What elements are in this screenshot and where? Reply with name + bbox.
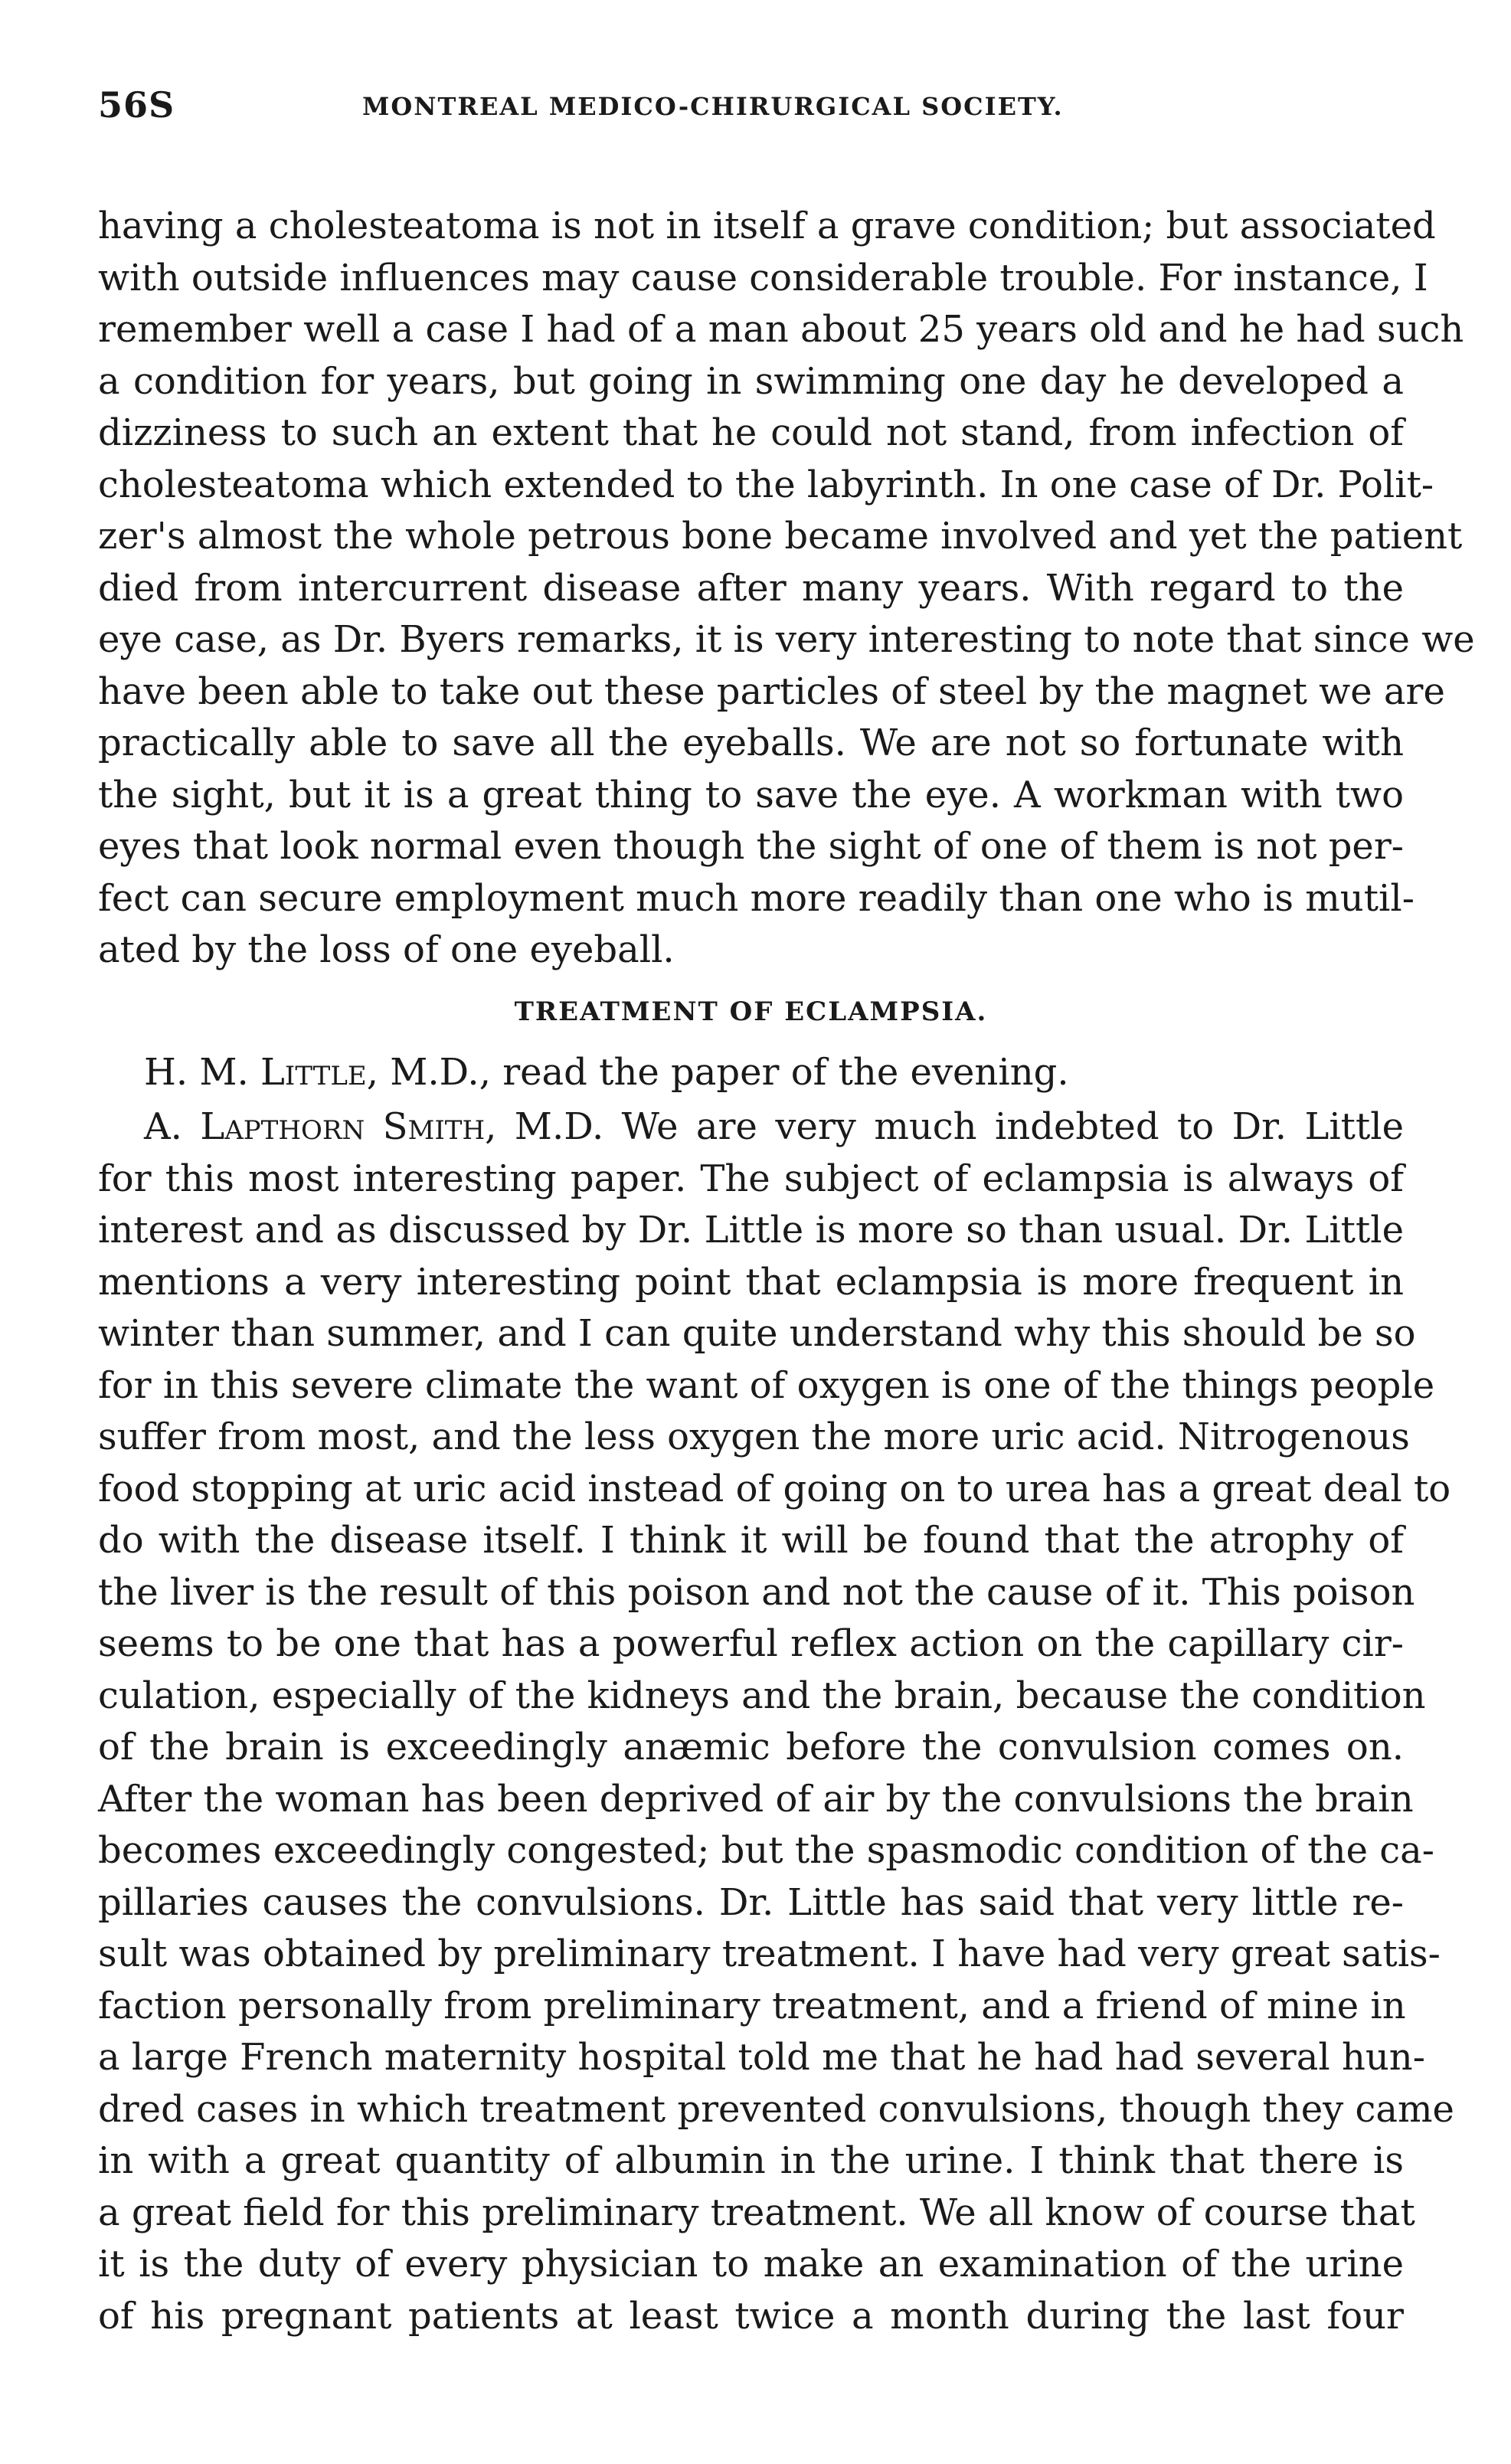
text-line: fect can secure employment much more readily than one who is mutil- bbox=[98, 876, 1415, 920]
speaker-name: H. M. Little bbox=[144, 1050, 367, 1094]
text-line: mentions a very interesting point that eclampsia is more frequent in bbox=[98, 1260, 1404, 1304]
text-line: suffer from most, and the less oxygen the more uric acid. Nitrogenous bbox=[98, 1415, 1410, 1458]
text-line: becomes exceedingly congested; but the spasmodic condition of the ca- bbox=[98, 1829, 1434, 1872]
text-line bbox=[98, 1047, 1450, 1099]
speaker-text: , M.D. We are very much indebted to Dr. Little bbox=[485, 1105, 1405, 1148]
text-line: of the brain is exceedingly anæmic before the convulsion comes on. bbox=[98, 1726, 1404, 1769]
section-heading: TREATMENT OF ECLAMPSIA. bbox=[514, 996, 988, 1027]
text-line: do with the disease itself. I think it will be found that the atrophy of bbox=[98, 1519, 1404, 1562]
text-line: winter than summer, and I can quite understand why this should be so bbox=[98, 1312, 1416, 1355]
text-line: the sight, but it is a great thing to save the eye. A workman with two bbox=[98, 773, 1404, 816]
text-line: cholesteatoma which extended to the labyrinth. In one case of Dr. Polit- bbox=[98, 463, 1434, 506]
text-line: remember well a case I had of a man about 25 years old and he had such bbox=[98, 308, 1464, 351]
text-line: pillaries causes the convulsions. Dr. Little has said that very little re- bbox=[98, 1880, 1404, 1924]
text-line: a great field for this preliminary treatment. We all know of course that bbox=[98, 2191, 1415, 2234]
text-line: a large French maternity hospital told me that he had had several hun- bbox=[98, 2036, 1425, 2079]
text-line: with outside influences may cause considerable trouble. For instance, I bbox=[98, 256, 1428, 299]
paragraph-little bbox=[98, 1047, 1404, 1099]
text-line: having a cholesteatoma is not in itself a grave condition; but associated bbox=[98, 205, 1436, 247]
text-line: interest and as discussed by Dr. Little is more so than usual. Dr. Little bbox=[98, 1209, 1404, 1252]
text-line: culation, especially of the kidneys and the brain, because the condition bbox=[98, 1674, 1426, 1717]
text-line: seems to be one that has a powerful reflex action on the capillary cir- bbox=[98, 1622, 1404, 1665]
text-line bbox=[98, 1101, 1404, 1153]
text-line: sult was obtained by preliminary treatment. I have had very great satis- bbox=[98, 1932, 1441, 1975]
text-line: eye case, as Dr. Byers remarks, it is very interesting to note that since we bbox=[98, 618, 1475, 661]
text-line: for this most interesting paper. The subject of eclampsia is always of bbox=[98, 1157, 1404, 1200]
text-line: for in this severe climate the want of oxygen is one of the things people bbox=[98, 1363, 1435, 1407]
text-line: a condition for years, but going in swimming one day he developed a bbox=[98, 359, 1404, 403]
text-line: of his pregnant patients at least twice a month during the last four bbox=[98, 2294, 1404, 2338]
paragraph-cholesteatoma bbox=[98, 201, 1475, 977]
text-line: the liver is the result of this poison and not the cause of it. This poison bbox=[98, 1570, 1415, 1614]
page-number: 56S bbox=[98, 84, 175, 126]
text-line: dizziness to such an extent that he could not stand, from infection of bbox=[98, 411, 1404, 454]
text-line: died from intercurrent disease after many years. With regard to the bbox=[98, 566, 1404, 610]
text-line: have been able to take out these particles of steel by the magnet we are bbox=[98, 669, 1445, 713]
paragraph-smith bbox=[98, 1101, 1454, 2342]
speaker-name: A. Lapthorn Smith bbox=[144, 1105, 486, 1148]
text-line: it is the duty of every physician to make an examination of the urine bbox=[98, 2243, 1404, 2286]
text-line: in with a great quantity of albumin in the urine. I think that there is bbox=[98, 2139, 1404, 2182]
speaker-text: , M.D., read the paper of the evening. bbox=[366, 1050, 1069, 1094]
text-line: dred cases in which treatment prevented convulsions, though they came bbox=[98, 2087, 1454, 2131]
text-line: faction personally from preliminary treatment, and a friend of mine in bbox=[98, 1984, 1406, 2027]
text-line: food stopping at uric acid instead of going on to urea has a great deal to bbox=[98, 1467, 1451, 1510]
running-title: MONTREAL MEDICO-CHIRURGICAL SOCIETY. bbox=[362, 92, 1064, 121]
text-line: zer's almost the whole petrous bone became involved and yet the patient bbox=[98, 515, 1463, 558]
text-line: After the woman has been deprived of air by the convulsions the brain bbox=[98, 1777, 1414, 1821]
text-line: eyes that look normal even though the sight of one of them is not per- bbox=[98, 825, 1404, 868]
text-line: practically able to save all the eyeballs. We are not so fortunate with bbox=[98, 722, 1404, 764]
text-line: ated by the loss of one eyeball. bbox=[98, 928, 675, 971]
running-head bbox=[98, 84, 1404, 138]
